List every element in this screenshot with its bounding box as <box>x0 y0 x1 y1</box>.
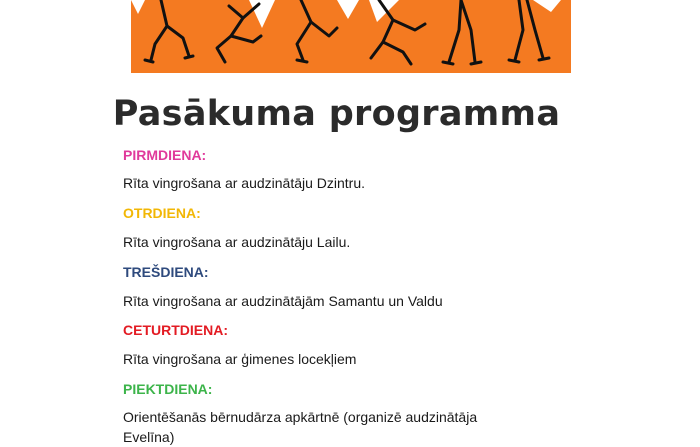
day-activity-tuesday: Rīta vingrošana ar audzinātāju Lailu. <box>123 234 351 250</box>
day-activity-thursday: Rīta vingrošana ar ģimenes locekļiem <box>123 351 357 367</box>
day-heading-thursday: CETURTDIENA: <box>123 322 228 338</box>
day-activity-monday: Rīta vingrošana ar audzinātāju Dzintru. <box>123 175 366 191</box>
day-activity-wednesday: Rīta vingrošana ar audzinātājām Samantu un Valdu <box>123 293 443 309</box>
day-heading-friday: PIEKTDIENA: <box>123 381 213 397</box>
page-title: Pasākuma programma <box>112 94 561 134</box>
day-heading-monday: PIRMDIENA: <box>123 147 207 163</box>
banner-illustration <box>131 0 571 73</box>
day-heading-wednesday: TREŠDIENA: <box>123 264 209 280</box>
day-activity-friday: Orientēšanās bērnudārza apkārtnē (organizē audzinātāja Evelīna) <box>123 409 478 445</box>
dancing-figures-illustration <box>131 0 571 73</box>
day-heading-tuesday: OTRDIENA: <box>123 205 201 221</box>
